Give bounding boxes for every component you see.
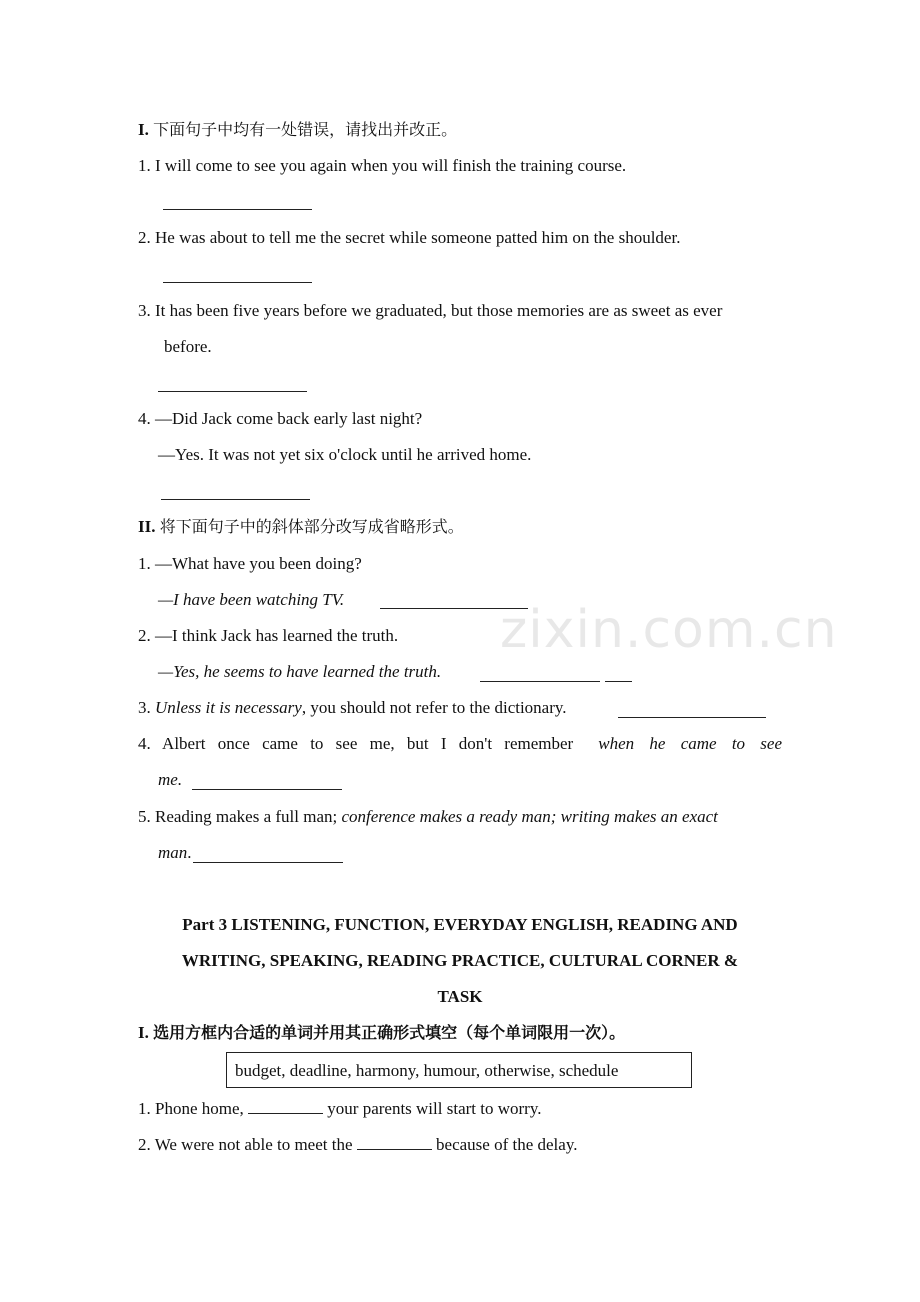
part3-title-line3: TASK: [437, 987, 483, 1006]
s2-q5-line1: [138, 806, 718, 828]
s1-q2-answer-blank[interactable]: [163, 282, 312, 283]
s3-q2-part-a: 2. We were not able to meet the: [138, 1135, 353, 1154]
s2-q1-question: 1. —What have you been doing?: [138, 554, 362, 573]
s2-q5-line2: [158, 842, 192, 864]
s3-q2-answer-blank[interactable]: [357, 1135, 432, 1150]
s2-q2-question: 2. —I think Jack has learned the truth.: [138, 626, 399, 645]
part3-title-line2: WRITING, SPEAKING, READING PRACTICE, CULTURAL CORNER &: [181, 951, 739, 970]
s1-q1-answer-blank[interactable]: [163, 209, 312, 210]
s2-q4-italic: when he came to see: [598, 734, 782, 753]
s1-q3-answer-blank[interactable]: [158, 391, 307, 392]
section2-instruction: 将下面句子中的斜体部分改写成省略形式。: [159, 517, 464, 536]
s2-q2-answer-blank-b[interactable]: [605, 681, 632, 682]
section1-instruction: 下面句子中均有一处错误，请找出并改正。: [153, 120, 458, 139]
s2-q3: [138, 697, 567, 719]
s2-q5-italic-end: man: [158, 843, 188, 862]
s2-q1-answer-text: —I have been watching TV.: [158, 590, 345, 609]
s2-q4-line2: me.: [158, 770, 183, 789]
s1-q3-line2: before.: [164, 337, 212, 356]
watermark: zixin.com.cn: [500, 600, 838, 660]
s1-q4-line1: 4. —Did Jack come back early last night?: [138, 409, 423, 428]
section2-heading: [138, 516, 464, 538]
s2-q4-answer-blank[interactable]: [192, 789, 342, 790]
s3-q1-part-a: 1. Phone home,: [138, 1099, 244, 1118]
part3-title-line1: Part 3 LISTENING, FUNCTION, EVERYDAY ENGLISH, READING AND: [182, 915, 738, 934]
s1-q4-answer-blank[interactable]: [161, 499, 310, 500]
s1-q2: 2. He was about to tell me the secret while someone patted him on the shoulder.: [138, 228, 681, 247]
s2-q3-number: 3.: [138, 698, 155, 717]
section3-number: I.: [138, 1023, 149, 1042]
s1-q4-line2: —Yes. It was not yet six o'clock until he arrived home.: [158, 445, 532, 464]
s2-q4-text: 4. Albert once came to see me, but I don't remember: [138, 734, 574, 753]
s2-q4-line1: [138, 733, 782, 755]
s3-q1-part-b: your parents will start to worry.: [327, 1099, 542, 1118]
section3-instruction: 选用方框内合适的单词并用其正确形式填空（每个单词限用一次）。: [153, 1023, 626, 1042]
s2-q3-italic: Unless it is necessary: [155, 698, 302, 717]
s2-q3-answer-blank[interactable]: [618, 717, 766, 718]
s2-q5-answer-blank[interactable]: [193, 862, 343, 863]
section3-heading: [138, 1022, 625, 1044]
s2-q5-text: 5. Reading makes a full man;: [138, 807, 338, 826]
s2-q5-period: .: [187, 843, 192, 862]
s3-q1: [138, 1098, 541, 1120]
s3-q1-answer-blank[interactable]: [248, 1099, 323, 1114]
s1-q1: 1. I will come to see you again when you will finish the training course.: [138, 156, 627, 175]
section1-number: I.: [138, 120, 149, 139]
word-bank-text: budget, deadline, harmony, humour, otherwise, schedule: [235, 1061, 619, 1080]
s2-q3-rest: , you should not refer to the dictionary.: [301, 698, 567, 717]
s1-q3-line1: 3. It has been five years before we graduated, but those memories are as sweet as ever: [138, 301, 723, 320]
s2-q2-answer-text: —Yes, he seems to have learned the truth.: [158, 662, 442, 681]
section2-number: II.: [138, 517, 156, 536]
word-bank-box: [226, 1052, 692, 1088]
s3-q2-part-b: because of the delay.: [436, 1135, 578, 1154]
section1-heading: [138, 119, 457, 141]
s2-q2-answer-blank-a[interactable]: [480, 681, 600, 682]
s3-q2: [138, 1134, 577, 1156]
s2-q5-italic: conference makes a ready man; writing makes an exact: [341, 807, 718, 826]
